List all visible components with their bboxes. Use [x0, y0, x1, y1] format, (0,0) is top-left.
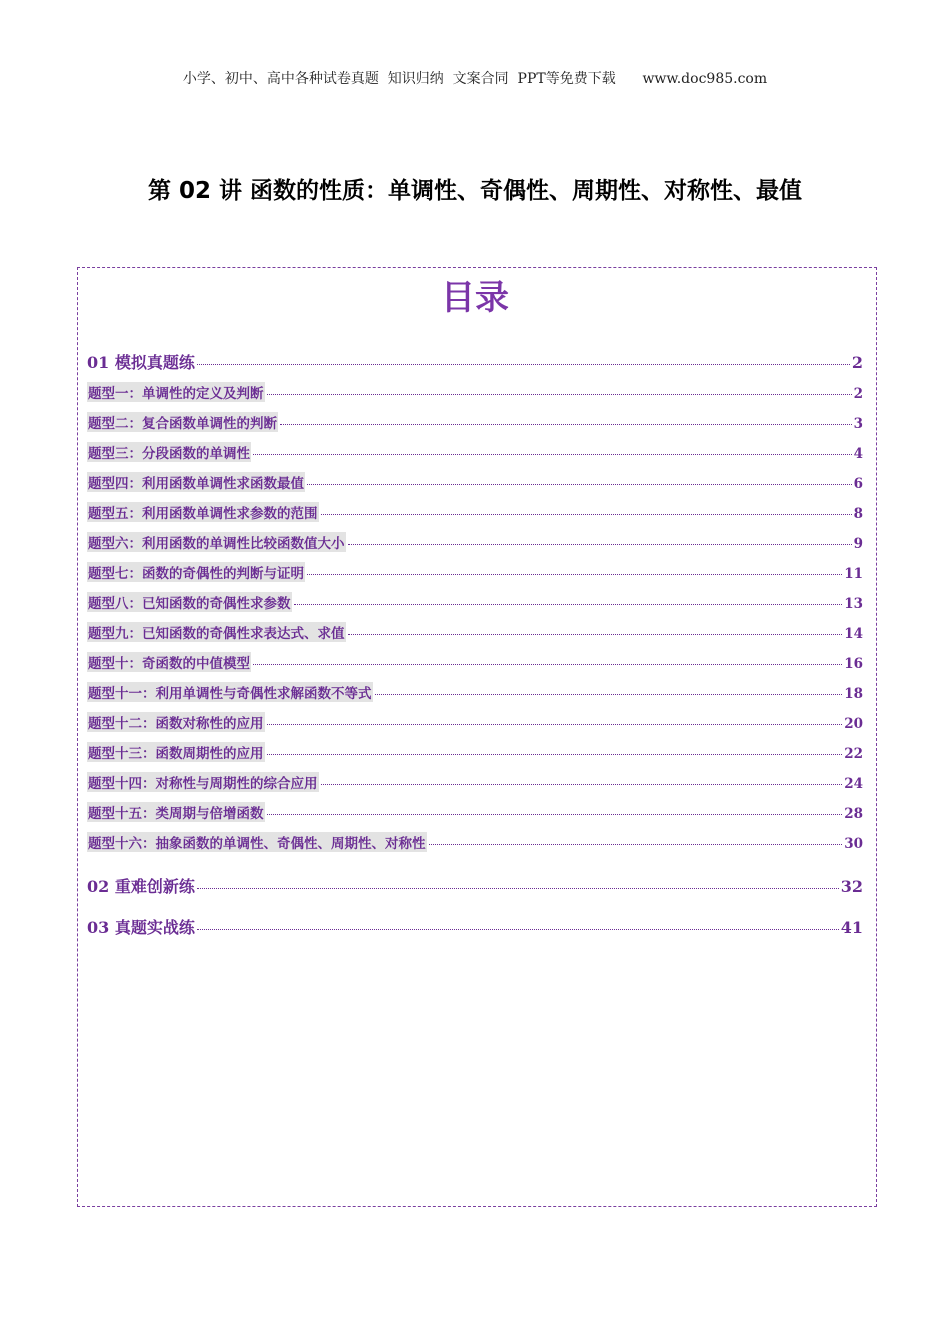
- toc-entry-page: 16: [844, 656, 863, 672]
- toc-entry-label: 题型十：奇函数的中值模型: [87, 652, 251, 672]
- toc-leader-dots: [321, 514, 852, 515]
- toc-entry-label: 03 真题实战练: [87, 918, 195, 937]
- page-header: 小学、初中、高中各种试卷真题 知识归纳 文案合同 PPT等免费下载 www.doc985.com: [182, 71, 768, 87]
- toc-entry-page: 30: [844, 836, 863, 852]
- toc-entry[interactable]: [87, 802, 863, 822]
- toc-entry-page: 11: [844, 566, 863, 582]
- toc-entry-page: 2: [853, 386, 863, 402]
- toc-entry-section-01[interactable]: [87, 350, 863, 373]
- toc-entry-page: 9: [853, 536, 863, 552]
- toc-leader-dots: [267, 754, 843, 755]
- toc-entry[interactable]: [87, 412, 863, 432]
- document-title: 第 02 讲 函数的性质：单调性、奇偶性、周期性、对称性、最值: [147, 178, 803, 204]
- toc-leader-dots: [348, 544, 852, 545]
- toc-entry[interactable]: [87, 442, 863, 462]
- toc-entry-label: 题型九：已知函数的奇偶性求表达式、求值: [87, 622, 346, 642]
- toc-leader-dots: [267, 394, 852, 395]
- toc-leader-dots: [294, 604, 843, 605]
- toc-leader-dots: [348, 634, 843, 635]
- toc-entry[interactable]: [87, 592, 863, 612]
- toc-entry-page: 3: [853, 416, 863, 432]
- toc-entry[interactable]: [87, 682, 863, 702]
- toc-leader-dots: [267, 814, 843, 815]
- toc-entry-page: 41: [840, 918, 863, 937]
- toc-entry-label: 02 重难创新练: [87, 877, 195, 896]
- toc-entry-label: 题型十四：对称性与周期性的综合应用: [87, 772, 319, 792]
- toc-entry[interactable]: [87, 562, 863, 582]
- toc-entry-page: 6: [853, 476, 863, 492]
- toc-entry-label: 题型十五：类周期与倍增函数: [87, 802, 265, 822]
- toc-entry-page: 32: [840, 877, 863, 896]
- toc-entry-page: 2: [851, 353, 863, 372]
- toc-entry-label: 题型四：利用函数单调性求函数最值: [87, 472, 305, 492]
- toc-entry-page: 18: [844, 686, 863, 702]
- toc-leader-dots: [197, 888, 839, 889]
- toc-heading: 目录: [441, 278, 509, 318]
- toc-entry-label: 题型八：已知函数的奇偶性求参数: [87, 592, 292, 612]
- toc-entry[interactable]: [87, 742, 863, 762]
- toc-leader-dots: [307, 574, 842, 575]
- toc-entry[interactable]: [87, 832, 863, 852]
- toc-entry[interactable]: [87, 472, 863, 492]
- toc-leader-dots: [197, 364, 850, 365]
- toc-entry-label: 题型十三：函数周期性的应用: [87, 742, 265, 762]
- toc-entry-page: 13: [844, 596, 863, 612]
- toc-entry-page: 28: [844, 806, 863, 822]
- toc-entry[interactable]: [87, 712, 863, 732]
- toc-entry-page: 8: [853, 506, 863, 522]
- toc-entry-label: 题型三：分段函数的单调性: [87, 442, 251, 462]
- toc-leader-dots: [429, 844, 843, 845]
- toc-entry[interactable]: [87, 532, 863, 552]
- toc-entry-label: 题型十六：抽象函数的单调性、奇偶性、周期性、对称性: [87, 832, 427, 852]
- toc-entry-page: 4: [853, 446, 863, 462]
- toc-entry-label: 题型五：利用函数单调性求参数的范围: [87, 502, 319, 522]
- toc-entry-label: 01 模拟真题练: [87, 353, 195, 372]
- toc-leader-dots: [321, 784, 843, 785]
- toc-entry-page: 14: [844, 626, 863, 642]
- toc-leader-dots: [253, 664, 842, 665]
- toc-entry[interactable]: [87, 502, 863, 522]
- toc-entry[interactable]: [87, 622, 863, 642]
- toc-entry[interactable]: [87, 382, 863, 402]
- toc-entry-label: 题型六：利用函数的单调性比较函数值大小: [87, 532, 346, 552]
- toc-entry-label: 题型十一：利用单调性与奇偶性求解函数不等式: [87, 682, 373, 702]
- toc-leader-dots: [280, 424, 852, 425]
- toc-entry-label: 题型二：复合函数单调性的判断: [87, 412, 278, 432]
- toc-entry-page: 22: [844, 746, 863, 762]
- toc-leader-dots: [253, 454, 852, 455]
- toc-entry-page: 24: [844, 776, 863, 792]
- toc-leader-dots: [307, 484, 852, 485]
- toc-entry-page: 20: [844, 716, 863, 732]
- toc-entry-section-02[interactable]: [87, 874, 863, 897]
- toc-leader-dots: [375, 694, 843, 695]
- toc-entry[interactable]: [87, 652, 863, 672]
- toc-entry[interactable]: [87, 772, 863, 792]
- toc-entry-label: 题型十二：函数对称性的应用: [87, 712, 265, 732]
- toc-leader-dots: [267, 724, 843, 725]
- toc-frame: [77, 267, 877, 1207]
- toc-leader-dots: [197, 929, 839, 930]
- toc-entry-section-03[interactable]: [87, 915, 863, 938]
- toc-entry-label: 题型一：单调性的定义及判断: [87, 382, 265, 402]
- toc-entry-label: 题型七：函数的奇偶性的判断与证明: [87, 562, 305, 582]
